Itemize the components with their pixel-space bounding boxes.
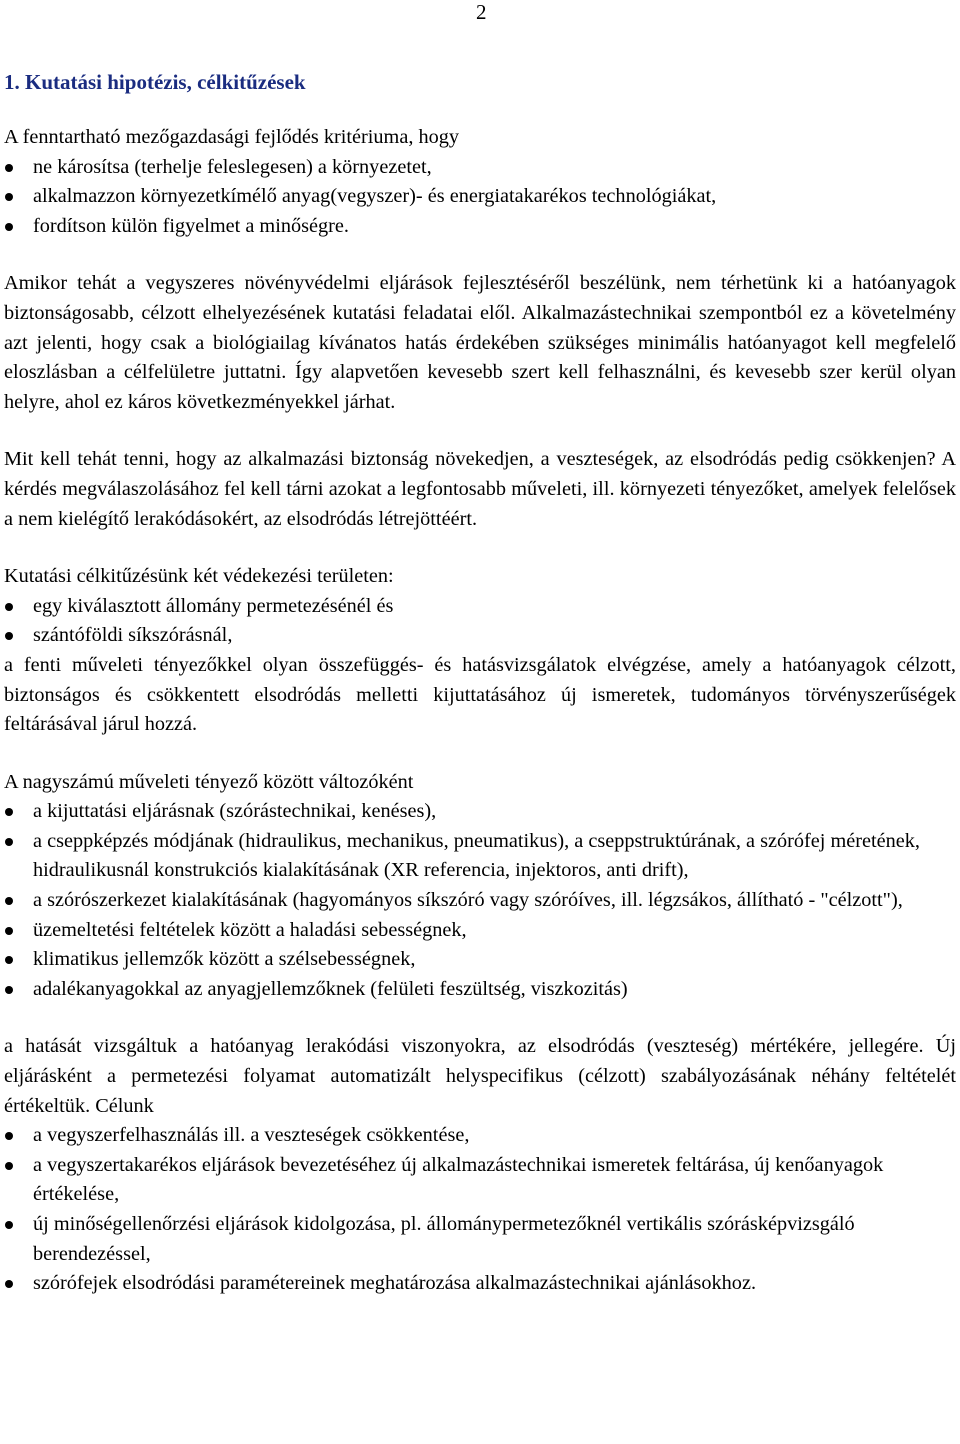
list-item: klimatikus jellemzők között a szélsebességnek, <box>4 945 956 975</box>
intro-list <box>4 153 956 242</box>
section-heading: 1. Kutatási hipotézis, célkitűzések <box>4 70 306 94</box>
list-item: egy kiválasztott állomány permetezésénél és <box>4 592 956 622</box>
paragraph-1: Amikor tehát a vegyszeres növényvédelmi eljárások fejlesztéséről beszélünk, nem térhetünk ki a hatóanyagok biztonságosabb, célzott elhelyezésének kutatási feladatai elől. Alkalmazástechnikai szempontból ez a követelmény azt jelenti, hogy csak a biológiailag kívánatos hatás érdekében szükséges minimális hatóanyagot kell megfelelő eloszlásban a célfelületre juttatni. Így alapvetően kevesebb szert kell felhasználni, és kevesebb szer kerül olyan helyre, ahol ez káros következményekkel járhat. <box>4 272 956 413</box>
paragraph-2: Mit kell tehát tenni, hogy az alkalmazási biztonság növekedjen, a veszteségek, az elsodródás pedig csökkenjen? A kérdés megválaszolásához fel kell tárni azokat a legfontosabb műveleti, ill. környezeti tényezőket, amelyek felelősek a nem kielégítő lerakódásokért, az elsodródás létrejöttéért. <box>4 448 956 530</box>
list-item: szórófejek elsodródási paramétereinek meghatározása alkalmazástechnikai ajánlásokhoz. <box>4 1269 956 1299</box>
goals-list <box>4 592 956 651</box>
list-item: alkalmazzon környezetkímélő anyag(vegyszer)- és energiatakarékos technológiákat, <box>4 182 956 212</box>
factors-intro: A nagyszámú műveleti tényező között változóként <box>4 770 414 793</box>
list-item: üzemeltetési feltételek között a haladási sebességnek, <box>4 916 956 946</box>
list-item: a vegyszertakarékos eljárások bevezetéséhez új alkalmazástechnikai ismeretek feltárása, új kenőanyagok értékelése, <box>4 1151 956 1210</box>
list-item: szántóföldi síkszórásnál, <box>4 621 956 651</box>
list-item: fordítson külön figyelmet a minőségre. <box>4 212 956 242</box>
intro-paragraph: A fenntartható mezőgazdasági fejlődés kritériuma, hogy <box>4 126 460 148</box>
factors-list <box>4 797 956 1004</box>
list-item: adalékanyagokkal az anyagjellemzőknek (felületi feszültség, viszkozitás) <box>4 975 956 1005</box>
list-item: a szórószerkezet kialakításának (hagyományos síkszóró vagy szóróíves, ill. légzsákos, állítható - "célzott"), <box>4 886 956 916</box>
list-item: a vegyszerfelhasználás ill. a veszteségek csökkentése, <box>4 1121 956 1151</box>
aims-list <box>4 1121 956 1299</box>
goals-intro: Kutatási célkitűzésünk két védekezési területen: <box>4 565 394 588</box>
list-item: a cseppképzés módjának (hidraulikus, mechanikus, pneumatikus), a cseppstruktúrának, a szórófej méretének, hidraulikusnál konstrukciós kialakításának (XR referencia, injektoros, anti drift), <box>4 827 956 886</box>
page-number: 2 <box>476 0 487 24</box>
document-body <box>4 67 956 1299</box>
list-item: új minőségellenőrzési eljárások kidolgozása, pl. állománypermetezőknél vertikális szórásképvizsgáló berendezéssel, <box>4 1210 956 1269</box>
goals-paragraph: a fenti műveleti tényezőkkel olyan összefüggés- és hatásvizsgálatok elvégzése, amely a hatóanyagok célzott, biztonságos és csökkentett elsodródás melletti kijuttatásához új ismeretek, tudományos törvényszerűségek feltárásával járul hozzá. <box>4 653 956 736</box>
list-item: a kijuttatási eljárásnak (szórástechnikai, kenéses), <box>4 797 956 827</box>
paragraph-3: a hatását vizsgáltuk a hatóanyag lerakódási viszonyokra, az elsodródás (veszteség) mértékére, jellegére. Új eljárásként a permetezési folyamat automatizált helyspecifikus (célzott) szabályozásának néhány feltételét értékeltük. Célunk <box>4 1035 956 1117</box>
list-item: ne károsítsa (terhelje feleslegesen) a környezetet, <box>4 153 956 183</box>
